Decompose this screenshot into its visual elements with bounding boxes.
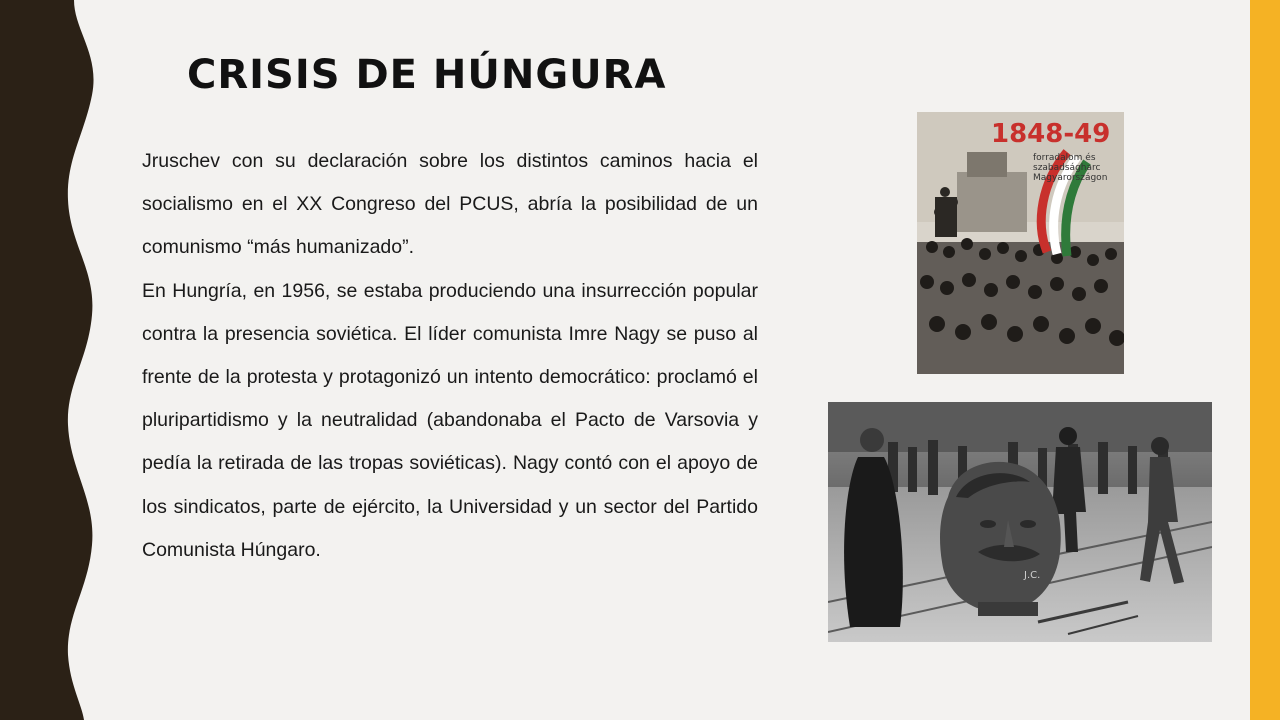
paragraph-jruschev: Jruschev con su declaración sobre los distintos caminos hacia el socialismo en el XX Congreso del PCUS, abría la posibilidad de un comunismo “más humanizado”.	[142, 150, 758, 259]
wavy-left-band	[0, 0, 110, 720]
poster-caption-line2: szabadságharc	[1033, 163, 1101, 173]
body-text	[142, 140, 758, 572]
statue-head-photo	[828, 402, 1212, 642]
poster-caption-line3: Magyarországon	[1033, 173, 1108, 183]
right-accent-band	[1250, 0, 1280, 720]
paragraph-hungria: En Hungría, en 1956, se estaba produciendo una insurrección popular contra la presencia soviética. El líder comunista Imre Nagy se puso al frente de la protesta y protagonizó un intento democrático: proclamó el pluripartidismo y la neutralidad (abandonaba el Pacto de Varsovia y pedía la retirada de las tropas soviéticas). Nagy contó con el apoyo de los sindicatos, parte de ejército, la Universidad y un sector del Partido Comunista Húngaro.	[142, 279, 758, 561]
poster-caption-line1: forradalom és	[1033, 153, 1096, 163]
poster-year: 1848-49	[991, 119, 1111, 149]
statue-inscription: J.C.	[1024, 570, 1041, 581]
poster-1848-image	[917, 112, 1124, 374]
slide-title: CRISIS DE HÚNGURA	[187, 52, 667, 98]
